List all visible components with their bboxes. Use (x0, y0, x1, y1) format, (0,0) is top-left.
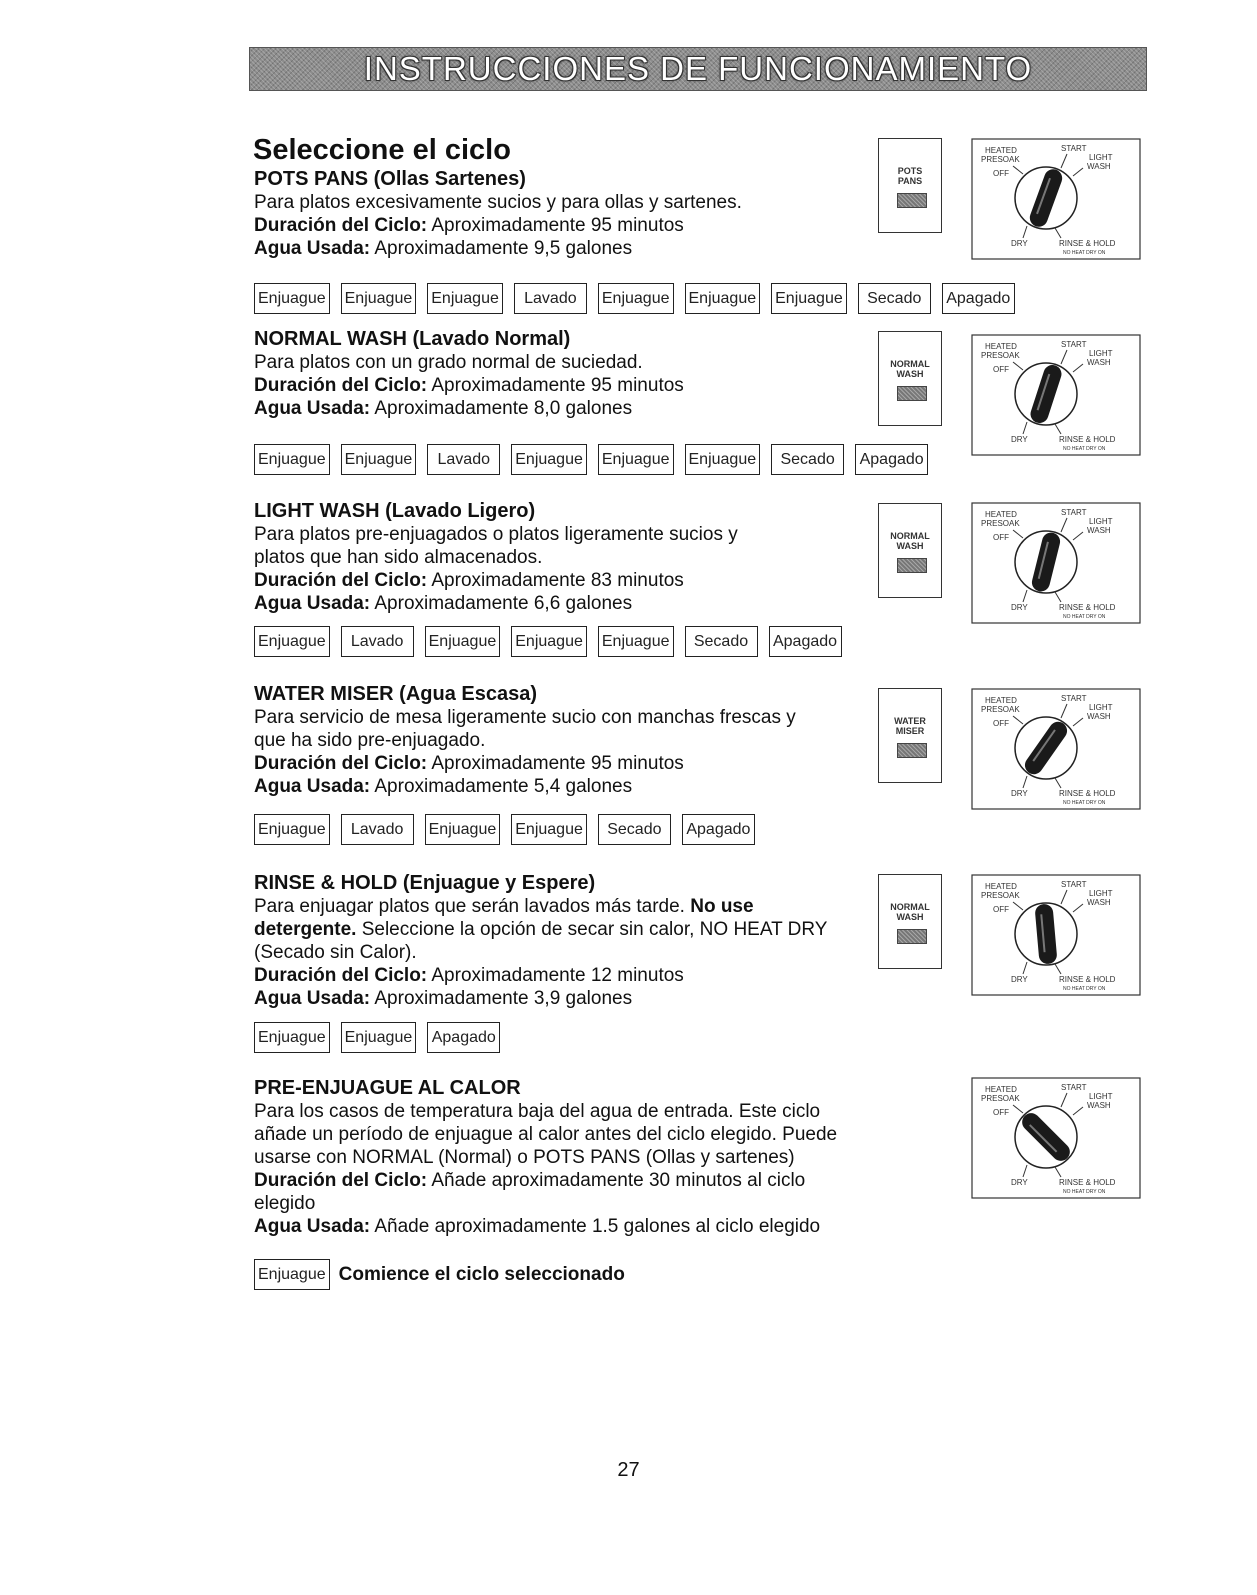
duration-value: Aproximadamente 95 minutos (431, 753, 684, 774)
duration-label: Duración del Ciclo: (254, 375, 428, 396)
dial-tick (1013, 166, 1023, 174)
step-box: Lavado (341, 626, 414, 657)
dial-label-wash: WASH (1087, 526, 1111, 535)
step-box: Enjuague (425, 814, 501, 845)
step-box: Enjuague (511, 444, 587, 475)
cycle-description: Para platos con un grado normal de suciedad. (254, 352, 643, 373)
duration-label: Duración del Ciclo: (254, 965, 428, 986)
dial-tick (1023, 226, 1027, 238)
start-text: Comience el ciclo seleccionado (338, 1263, 625, 1285)
desc-text: Para enjuagar platos que serán lavados más tarde. (254, 896, 685, 917)
water-value: Aproximadamente 6,6 galones (374, 593, 633, 614)
cycle-duration (254, 964, 894, 987)
dial-tick (1055, 1167, 1061, 1177)
cycle-steps (254, 1022, 511, 1053)
dial-tick (1055, 778, 1061, 788)
step-box: Enjuague (341, 444, 417, 475)
dial-label-presoak: PRESOAK (981, 891, 1020, 900)
dial-label-no-heat-dry: NO HEAT DRY ON (1063, 1189, 1106, 1195)
dial-label-wash: WASH (1087, 712, 1111, 721)
dial-label-wash: WASH (1087, 358, 1111, 367)
dial-tick (1055, 228, 1061, 238)
dial-label-heated: HEATED (985, 146, 1017, 155)
step-box: Enjuague (511, 626, 587, 657)
cycle-button-label: NORMAL WASH (890, 359, 930, 379)
cycle-steps (254, 444, 939, 475)
dial-label-no-heat-dry: NO HEAT DRY ON (1063, 446, 1106, 452)
dial-label-rinse-hold: RINSE & HOLD (1059, 1178, 1116, 1187)
cycle-steps (254, 814, 766, 845)
cycle-steps (254, 283, 1026, 314)
dial-label-dry: DRY (1011, 1178, 1028, 1187)
dial-label-off: OFF (993, 365, 1009, 374)
cycle-title: POTS PANS (Ollas Sartenes) (254, 168, 526, 190)
dial-tick (1061, 704, 1067, 718)
dial-tick (1061, 154, 1067, 168)
dial-label-presoak: PRESOAK (981, 519, 1020, 528)
step-box: Enjuague (427, 283, 503, 314)
step-box: Secado (685, 626, 758, 657)
step-box: Enjuague (598, 444, 674, 475)
dial-label-dry: DRY (1011, 789, 1028, 798)
dial-label-dry: DRY (1011, 435, 1028, 444)
dial-tick (1013, 902, 1023, 910)
step-box: Enjuague (254, 1259, 330, 1290)
cycle-dial (971, 502, 1141, 624)
step-box: Enjuague (771, 283, 847, 314)
duration-value: Añade aproximadamente 30 minutos al ciclo (431, 1170, 806, 1191)
step-box: Lavado (514, 283, 587, 314)
cycle-title: WATER MISER (Agua Escasa) (254, 683, 538, 705)
water-value: Aproximadamente 8,0 galones (374, 398, 633, 419)
cycle-button-panel (878, 874, 942, 969)
step-box: Enjuague (511, 814, 587, 845)
cycle-water (254, 397, 894, 420)
indicator-light (897, 558, 927, 573)
cycle-dial (971, 334, 1141, 456)
dial-drawing (971, 502, 1141, 624)
cycle-normal-wash (254, 328, 894, 420)
cycle-description: que ha sido pre-enjuagado. (254, 730, 486, 751)
duration-label: Duración del Ciclo: (254, 753, 428, 774)
dial-label-dry: DRY (1011, 975, 1028, 984)
duration-value: Aproximadamente 83 minutos (431, 570, 684, 591)
dial-label-rinse-hold: RINSE & HOLD (1059, 789, 1116, 798)
dial-label-presoak: PRESOAK (981, 705, 1020, 714)
indicator-light (897, 929, 927, 944)
cycle-description: Para servicio de mesa ligeramente sucio con manchas frescas y (254, 707, 796, 728)
dial-label-light: LIGHT (1089, 1092, 1113, 1101)
duration-label: Duración del Ciclo: (254, 1170, 428, 1191)
cycle-dial (971, 874, 1141, 996)
dial-label-dry: DRY (1011, 239, 1028, 248)
water-value: Añade aproximadamente 1.5 galones al ciclo elegido (374, 1216, 821, 1237)
dial-tick (1061, 1093, 1067, 1107)
dial-label-light: LIGHT (1089, 517, 1113, 526)
cycle-title: PRE-ENJUAGUE AL CALOR (254, 1077, 521, 1099)
dial-label-light: LIGHT (1089, 889, 1113, 898)
cycle-water (254, 592, 894, 615)
cycle-pots-pans (254, 168, 894, 260)
step-box: Apagado (769, 626, 842, 657)
page-heading: Seleccione el ciclo (253, 134, 511, 166)
step-box: Apagado (682, 814, 755, 845)
dial-tick (1023, 962, 1027, 974)
cycle-duration (254, 752, 894, 775)
cycle-button-label: NORMAL WASH (890, 531, 930, 551)
dial-label-light: LIGHT (1089, 349, 1113, 358)
dial-label-off: OFF (993, 1108, 1009, 1117)
dial-label-off: OFF (993, 169, 1009, 178)
step-box: Apagado (427, 1022, 500, 1053)
duration-value: Aproximadamente 95 minutos (431, 215, 684, 236)
dial-label-wash: WASH (1087, 162, 1111, 171)
dial-drawing (971, 1077, 1141, 1199)
step-box: Apagado (942, 283, 1015, 314)
cycle-description: usarse con NORMAL (Normal) o POTS PANS (Ollas y sartenes) (254, 1147, 795, 1168)
cycle-rinse-hold (254, 872, 894, 1010)
cycle-water (254, 237, 894, 260)
water-label: Agua Usada: (254, 988, 371, 1009)
dial-label-start: START (1061, 340, 1087, 349)
dial-tick (1073, 168, 1083, 176)
dial-label-heated: HEATED (985, 342, 1017, 351)
cycle-duration-cont: elegido (254, 1193, 316, 1214)
dial-tick (1013, 530, 1023, 538)
dial-label-start: START (1061, 508, 1087, 517)
dial-label-no-heat-dry: NO HEAT DRY ON (1063, 250, 1106, 256)
cycle-button-label: WATER MISER (894, 716, 926, 736)
duration-value: Aproximadamente 12 minutos (431, 965, 684, 986)
dial-label-no-heat-dry: NO HEAT DRY ON (1063, 800, 1106, 806)
cycle-duration (254, 374, 894, 397)
cycle-description: añade un período de enjuague al calor antes del ciclo elegido. Puede (254, 1124, 838, 1145)
banner-title: INSTRUCCIONES DE FUNCIONAMIENTO (363, 50, 1033, 87)
step-box: Lavado (427, 444, 500, 475)
dial-tick (1013, 362, 1023, 370)
dial-label-heated: HEATED (985, 882, 1017, 891)
dial-tick (1061, 890, 1067, 904)
dial-label-rinse-hold: RINSE & HOLD (1059, 603, 1116, 612)
step-box: Enjuague (685, 444, 761, 475)
indicator-light (897, 743, 927, 758)
step-box: Enjuague (254, 1022, 330, 1053)
dial-label-heated: HEATED (985, 510, 1017, 519)
cycle-duration (254, 1169, 894, 1192)
step-box: Enjuague (254, 283, 330, 314)
cycle-water (254, 1215, 894, 1238)
cycle-duration (254, 569, 894, 592)
cycle-button-panel (878, 331, 942, 426)
step-box: Lavado (341, 814, 414, 845)
cycle-description: platos que han sido almacenados. (254, 547, 543, 568)
dial-label-heated: HEATED (985, 1085, 1017, 1094)
dial-label-light: LIGHT (1089, 703, 1113, 712)
dial-tick (1023, 590, 1027, 602)
step-box: Enjuague (254, 814, 330, 845)
water-label: Agua Usada: (254, 398, 371, 419)
dial-label-dry: DRY (1011, 603, 1028, 612)
dial-label-start: START (1061, 144, 1087, 153)
dial-label-wash: WASH (1087, 898, 1111, 907)
step-box: Apagado (855, 444, 928, 475)
desc-warning: No use detergente. (254, 896, 754, 940)
water-label: Agua Usada: (254, 238, 371, 259)
dial-tick (1013, 716, 1023, 724)
water-label: Agua Usada: (254, 1216, 371, 1237)
water-label: Agua Usada: (254, 776, 371, 797)
dial-tick (1013, 1105, 1023, 1113)
cycle-title: LIGHT WASH (Lavado Ligero) (254, 500, 536, 522)
cycle-button-panel (878, 503, 942, 598)
cycle-water (254, 987, 894, 1010)
step-box: Secado (858, 283, 931, 314)
step-box: Enjuague (341, 283, 417, 314)
dial-tick (1073, 718, 1083, 726)
section-banner (249, 47, 1147, 91)
duration-label: Duración del Ciclo: (254, 215, 428, 236)
duration-label: Duración del Ciclo: (254, 570, 428, 591)
water-label: Agua Usada: (254, 593, 371, 614)
cycle-button-panel (878, 688, 942, 783)
dial-tick (1023, 1165, 1027, 1177)
dial-drawing (971, 334, 1141, 456)
cycle-dial (971, 1077, 1141, 1199)
dial-drawing (971, 688, 1141, 810)
dial-tick (1073, 364, 1083, 372)
indicator-light (897, 193, 927, 208)
dial-label-no-heat-dry: NO HEAT DRY ON (1063, 986, 1106, 992)
step-box: Enjuague (685, 283, 761, 314)
cycle-dial (971, 688, 1141, 810)
dial-drawing (971, 138, 1141, 260)
water-value: Aproximadamente 3,9 galones (374, 988, 633, 1009)
cycle-button-panel (878, 138, 942, 233)
dial-label-rinse-hold: RINSE & HOLD (1059, 975, 1116, 984)
dial-tick (1073, 1107, 1083, 1115)
start-instruction (254, 1259, 625, 1290)
dial-tick (1055, 424, 1061, 434)
cycle-description: Para los casos de temperatura baja del agua de entrada. Este ciclo (254, 1101, 821, 1122)
option-heated-presoak (254, 1077, 894, 1238)
dial-tick (1073, 904, 1083, 912)
dial-tick (1023, 422, 1027, 434)
step-box: Enjuague (341, 1022, 417, 1053)
dial-drawing (971, 874, 1141, 996)
dial-tick (1061, 518, 1067, 532)
dial-label-off: OFF (993, 905, 1009, 914)
dial-label-presoak: PRESOAK (981, 351, 1020, 360)
dial-label-wash: WASH (1087, 1101, 1111, 1110)
dial-label-heated: HEATED (985, 696, 1017, 705)
cycle-water (254, 775, 894, 798)
step-box: Enjuague (254, 626, 330, 657)
cycle-duration (254, 214, 894, 237)
dial-label-off: OFF (993, 719, 1009, 728)
cycle-description: Para platos pre-enjuagados o platos ligeramente sucios y (254, 524, 738, 545)
dial-label-light: LIGHT (1089, 153, 1113, 162)
water-value: Aproximadamente 5,4 galones (374, 776, 633, 797)
step-box: Enjuague (598, 283, 674, 314)
cycle-description: Para platos excesivamente sucios y para ollas y sartenes. (254, 192, 742, 213)
cycle-light-wash (254, 500, 894, 615)
cycle-title: RINSE & HOLD (Enjuague y Espere) (254, 872, 596, 894)
step-box: Enjuague (598, 626, 674, 657)
step-box: Enjuague (254, 444, 330, 475)
step-box: Enjuague (425, 626, 501, 657)
dial-label-rinse-hold: RINSE & HOLD (1059, 435, 1116, 444)
dial-tick (1023, 776, 1027, 788)
cycle-steps (254, 626, 853, 657)
indicator-light (897, 386, 927, 401)
dial-tick (1073, 532, 1083, 540)
dial-tick (1055, 964, 1061, 974)
cycle-button-label: NORMAL WASH (890, 902, 930, 922)
dial-label-start: START (1061, 1083, 1087, 1092)
water-value: Aproximadamente 9,5 galones (374, 238, 633, 259)
dial-tick (1055, 592, 1061, 602)
desc-text: Seleccione la opción de secar sin calor, NO HEAT DRY (Secado sin Calor). (254, 919, 828, 963)
cycle-title: NORMAL WASH (Lavado Normal) (254, 328, 571, 350)
step-box: Secado (771, 444, 844, 475)
cycle-button-label: POTS PANS (897, 166, 923, 186)
duration-value: Aproximadamente 95 minutos (431, 375, 684, 396)
dial-tick (1061, 350, 1067, 364)
dial-label-start: START (1061, 694, 1087, 703)
cycle-description (254, 895, 854, 964)
dial-label-rinse-hold: RINSE & HOLD (1059, 239, 1116, 248)
dial-label-no-heat-dry: NO HEAT DRY ON (1063, 614, 1106, 620)
cycle-dial (971, 138, 1141, 260)
step-box: Secado (598, 814, 671, 845)
dial-label-presoak: PRESOAK (981, 155, 1020, 164)
dial-label-presoak: PRESOAK (981, 1094, 1020, 1103)
dial-label-off: OFF (993, 533, 1009, 542)
dial-label-start: START (1061, 880, 1087, 889)
page-number: 27 (617, 1459, 640, 1481)
cycle-water-miser (254, 683, 894, 798)
